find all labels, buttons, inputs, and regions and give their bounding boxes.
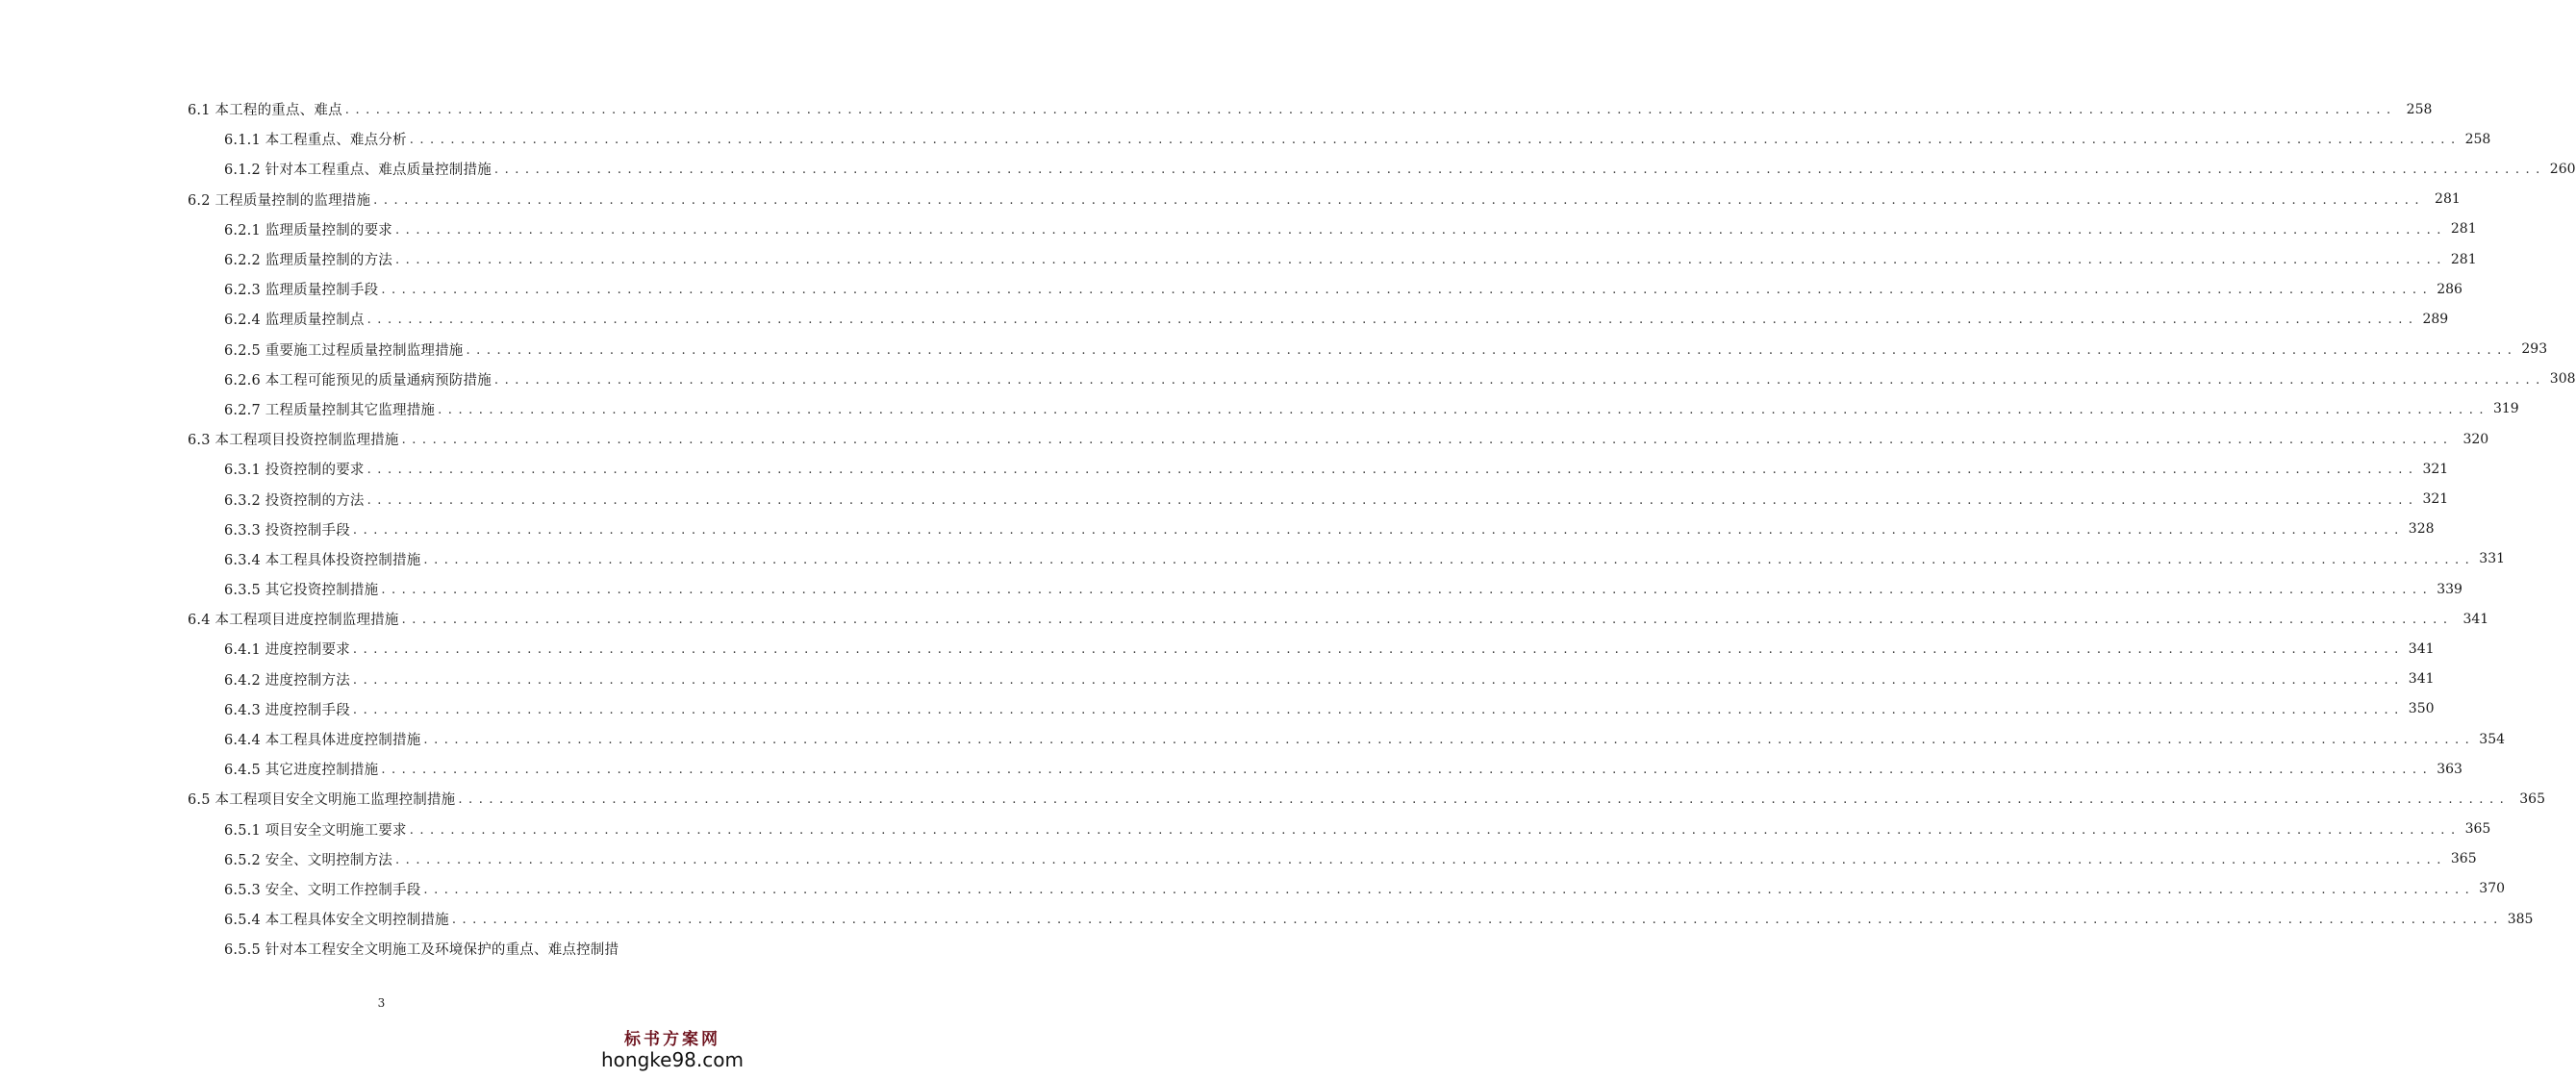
toc-entry-page: 350 (2408, 701, 2435, 717)
toc-entry[interactable] (0, 274, 2462, 304)
toc-entry-page: 293 (2521, 341, 2548, 358)
toc-dot-leader: . . . . . . . . . . . . . . . . . . . . . . . . . . . . . . . . . . . . . . . . . . . . . . . . . . . . . . . . . . . . . . . . . . . . . . . . . . . . . . . . . . . . . . . . . . . . . . . . . . . . . . . . . . . . . . . . . . . . . . . . . . . . . . . . . . . . . . . . . . . . . . . . . . . . . . . . . . . . . . . . . . . . . . . . . . . . . . . . . . . . . . . . . . . . . . . . . . . . . . . . (423, 733, 2471, 748)
toc-entry-title: 6.3.3 投资控制手段 (224, 519, 353, 540)
toc-entry[interactable] (0, 754, 2462, 784)
toc-entry-title: 6.3.4 本工程具体投资控制措施 (224, 549, 423, 569)
toc-entry-page: 289 (2422, 311, 2449, 327)
toc-entry-title: 6.1.2 针对本工程重点、难点质量控制措施 (224, 159, 494, 179)
toc-dot-leader: . . . . . . . . . . . . . . . . . . . . . . . . . . . . . . . . . . . . . . . . . . . . . . . . . . . . . . . . . . . . . . . . . . . . . . . . . . . . . . . . . . . . . . . . . . . . . . . . . . . . . . . . . . . . . . . . . . . . . . . . . . . . . . . . . . . . . . . . . . . . . . . . . . . . . . . . . . . . . . . . . . . . . . . . . . . . . . . . . . . . . . . . . . . . . . . . . . . . . . . . (381, 763, 2428, 778)
toc-dot-leader: . . . . . . . . . . . . . . . . . . . . . . . . . . . . . . . . . . . . . . . . . . . . . . . . . . . . . . . . . . . . . . . . . . . . . . . . . . . . . . . . . . . . . . . . . . . . . . . . . . . . . . . . . . . . . . . . . . . . . . . . . . . . . . . . . . . . . . . . . . . . . . . . . . . . . . . . . . . . . . . . . . . . . . . . . . . . . . . . . . . . . . . . . . . . . . . . . . . . . . . . (395, 852, 2442, 867)
toc-entry-title: 6.3.1 投资控制的要求 (224, 459, 367, 479)
toc-entry-page: 341 (2408, 671, 2435, 688)
toc-entry-page: 258 (2464, 131, 2491, 147)
toc-dot-leader: . . . . . . . . . . . . . . . . . . . . . . . . . . . . . . . . . . . . . . . . . . . . . . . . . . . . . . . . . . . . . . . . . . . . . . . . . . . . . . . . . . . . . . . . . . . . . . . . . . . . . . . . . . . . . . . . . . . . . . . . . . . . . . . . . . . . . . . . . . . . . . . . . . . . . . . . . . . . . . . . . . . . . . . . . . . . . . . . . . . . . . . . . . . . . . . . . . . . . . . . (373, 192, 2420, 208)
toc-entry[interactable] (0, 934, 763, 964)
toc-entry[interactable] (0, 665, 2435, 694)
toc-entry-page: 365 (2450, 851, 2477, 867)
toc-entry[interactable] (0, 185, 2461, 214)
toc-entry-title: 6.5.2 安全、文明控制方法 (224, 849, 395, 869)
toc-entry-page: 321 (2422, 461, 2449, 477)
toc-entry[interactable] (0, 394, 2519, 424)
toc-entry-title: 6.1 本工程的重点、难点 (188, 99, 345, 119)
toc-entry[interactable] (0, 364, 2576, 394)
toc-entry-title: 6.2.5 重要施工过程质量控制监理措施 (224, 339, 467, 360)
toc-entry-page: 331 (2479, 551, 2506, 567)
toc-dot-leader: . . . . . . . . . . . . . . . . . . . . . . . . . . . . . . . . . . . . . . . . . . . . . . . . . . . . . . . . . . . . . . . . . . . . . . . . . . . . . . . . . . . . . . . . . . . . . . . . . . . . . . . . . . . . . . . . . . . . . . . . . . . . . . . . . . . . . . . . . . . . . . . . . . . . . . . . . . . . . . . . . . . . . . . . . . . . . . . . . . . . . . . . . . . . . . . . . . . . . . . . (423, 552, 2471, 567)
toc-dot-leader: . . . . . . . . . . . . . . . . . . . . . . . . . . . . . . . . . . . . . . . . . . . . . . . . . . . . . . . . . . . . . . . . . . . . . . . . . . . . . . . . . . . . . . . . . . . . . . . . . . . . . . . . . . . . . . . . . . . . . . . . . . . . . . . . . . . . . . . . . . . . . . . . . . . . . . . . . . . . . . . . . . . . . . . . . . . . . . . . . . . . . . . . . . . . . . . . . . . . . . . . (401, 613, 2449, 628)
toc-dot-leader: . . . . . . . . . . . . . . . . . . . . . . . . . . . . . . . . . . . . . . . . . . . . . . . . . . . . . . . . . . . . . . . . . . . . . . . . . . . . . . . . . . . . . . . . . . . . . . . . . . . . . . . . . . . . . . . . . . . . . . . . . . . . . . . . . . . . . . . . . . . . . . . . . . . . . . . . . . . . . . . . . . . . . . . . . . . . . . . . . . . . . . . . . . . . . . . . . . . . . . . . (451, 913, 2499, 928)
watermark-name: 标书方案网 (624, 1029, 720, 1049)
toc-entry-page: 281 (2435, 191, 2461, 208)
toc-entry-title: 6.2.2 监理质量控制的方法 (224, 249, 395, 269)
toc-entry-page: 339 (2437, 581, 2462, 597)
toc-dot-leader: . . . . . . . . . . . . . . . . . . . . . . . . . . . . . . . . . . . . . . . . . . . . . . . . . . . . . . . . . . . . . . . . . . . . . . . . . . . . . . . . . . . . . . . . . . . . . . . . . . . . . . . . . . . . . . . . . . . . . . . . . . . . . . . . . . . . . . . . . . . . . . . . . . . . . . . . . . . . . . . . . . . . . . . . . . . . . . . . . . . . . . . . . . . . . . . . . . . . . . . . (466, 342, 2513, 358)
toc-dot-leader: . . . . . . . . . . . . . . . . . . . . . . . . . . . . . . . . . . . . . . . . . . . . . . . . . . . . . . . . . . . . . . . . . . . . . . . . . . . . . . . . . . . . . . . . . . . . . . . . . . . . . . . . . . . . . . . . . . . . . . . . . . . . . . . . . . . . . . . . . . . . . . . . . . . . . . . . . . . . . . . . . . . . . . . . . . . . . . . . . . . . . . . . . . . . . . . . . . . . . . . . (395, 253, 2442, 268)
toc-entry-title: 6.2.7 工程质量控制其它监理措施 (224, 399, 438, 419)
toc-entry[interactable] (0, 514, 2435, 544)
toc-entry[interactable] (0, 904, 2534, 934)
toc-entry-title: 6.2.4 监理质量控制点 (224, 309, 367, 329)
toc-entry-page: 319 (2492, 401, 2519, 417)
toc-dot-leader: . . . . . . . . . . . . . . . . . . . . . . . . . . . . . . . . . . . . . . . . . . . . . . . . . . . . . . . . . . . . . . . . . . . . . . . . . . . . . . . . . . . . . . . . . . . . . . . . . . . . . . . . . . . . . . . . . . . . . . . . . . . . . . . . . . . . . . . . . . . . . . . . . . . . . . . . . . . . . . . . . . . . . . . . . . . . . . . . . . . . . . . . . . . . . . . . . . . . . . . . (409, 133, 2457, 148)
toc-entry-title: 6.4 本工程项目进度控制监理措施 (188, 609, 402, 629)
page-number: 3 (377, 996, 386, 1010)
toc-entry[interactable] (0, 424, 2489, 454)
toc-dot-leader: . . . . . . . . . . . . . . . . . . . . . . . . . . . . . . . . . . . . . . . . . . . . . . . . . . . . . . . . . . . . . . . . . . . . . . . . . . . . . . . . . . . . . . . . . . . . . . . . . . . . . . . . . . . . . . . . . . . . . . . . . . . . . . . . . . . . . . . . . . . . . . . . . . . . . . . . . . . . . . . . . . . . . . . . . . . . . . . . . . . . . . . . . . . . . . . . . . . . . . . . (493, 163, 2541, 178)
toc-dot-leader: . . . . . . . . . . . . . . . . . . . . . . . . . . . . . . . . . . . . . . . . . . . . . . . . . . . . . . . . . . . . . . . . . . . . . . . . . . . . . . . . . . . . . . . . . . . . . . . . . . . . . . . . . . . . . . . . . . . . . . . . . . . . . . . . . . . . . . . . . . . . . . . . . . . . . . . . . . . . . . . . . . . . . . . . . . . . . . . . . . . . . . . . . . . . . . . . . . . . . . . . (352, 642, 2400, 658)
toc-dot-leader: . . . . . . . . . . . . . . . . . . . . . . . . . . . . . . . . . . . . . . . . . . . . . . . . . . . . . . . . . . . . . . . . . . . . . . . . . . . . . . . . . . . . . . . . . . . . . . . . . . . . . . . . . . . . . . . . . . . . . . . . . . . . . . . . . . . . . . . . . . . . . . . . . . . . . . . . . . . . . . . . . . . . . . . . . . . . . . . . . . . . . . . . . . . . . . . . . . . . . . . . (423, 882, 2471, 897)
toc-entry-page: 365 (2519, 790, 2545, 807)
toc-entry[interactable] (0, 335, 2548, 364)
toc-entry[interactable] (0, 634, 2435, 664)
watermark-logo (595, 1030, 749, 1071)
toc-entry-title: 6.4.5 其它进度控制措施 (224, 759, 381, 779)
toc-dot-leader: . . . . . . . . . . . . . . . . . . . . . . . . . . . . . . . . . . . . . . . . . . . . . . . . . . . . . . . . . . . . . . . . . . . . . . . . . . . . . . . . . . . . . . . . . . . . . . . . . . . . . . . . . . . . . . . . . . . . . . . . . . . . . . . . . . . . . . . . . . . . . . . . . . . . . . . . . . . . . . . . . . . . . . . . . . . . . . . . . . . . . . . . . . . . . . . . . . . . . . . . (352, 702, 2400, 717)
toc-entry-title: 6.3.2 投资控制的方法 (224, 489, 367, 510)
toc-entry-title: 6.2 工程质量控制的监理措施 (188, 189, 373, 210)
toc-dot-leader: . . . . . . . . . . . . . . . . . . . . . . . . . . . . . . . . . . . . . . . . . . . . . . . . . . . . . . . . . . . . . . . . . . . . . . . . . . . . . . . . . . . . . . . . . . . . . . . . . . . . . . . . . . . . . . . . . . . . . . . . . . . . . . . . . . . . . . . . . . . . . . . . . . . . . . . . . . . . . . . . . . . . . . . . . . . . . . . . . . . . . . . . . . . . . . . . . . . . . . . . (366, 463, 2414, 478)
toc-entry[interactable] (0, 544, 2506, 574)
toc-entry-page: 321 (2422, 491, 2449, 508)
toc-entry-title: 6.3.5 其它投资控制措施 (224, 579, 381, 599)
toc-entry-title: 6.5.1 项目安全文明施工要求 (224, 819, 410, 840)
toc-entry-page: 341 (2408, 640, 2435, 657)
toc-dot-leader: . . . . . . . . . . . . . . . . . . . . . . . . . . . . . . . . . . . . . . . . . . . . . . . . . . . . . . . . . . . . . . . . . . . . . . . . . . . . . . . . . . . . . . . . . . . . . . . . . . . . . . . . . . . . . . . . . . . . . . . . . . . . . . . . . . . . . . . . . . . . . . . . . . . . . . . . . . . . . . . . . . . . . . . . . . . . . . . . . . . . . . . . . . . . . . . . . . . . . . . . (438, 402, 2485, 417)
toc-entry-page: 260 (2549, 161, 2576, 177)
toc-entry-page: 341 (2462, 611, 2489, 627)
toc-entry-title: 6.1.1 本工程重点、难点分析 (224, 129, 410, 149)
toc-entry[interactable] (0, 604, 2489, 634)
toc-entry-page: 286 (2437, 281, 2462, 297)
toc-dot-leader: . . . . . . . . . . . . . . . . . . . . . . . . . . . . . . . . . . . . . . . . . . . . . . . . . . . . . . . . . . . . . . . . . . . . . . . . . . . . . . . . . . . . . . . . . . . . . . . . . . . . . . . . . . . . . . . . . . . . . . . . . . . . . . . . . . . . . . . . . . . . . . . . . . . . . . . . . . . . . . . . . . . . . . . . . . . . . . . . . . . . . . . . . . . . . . . . . . . . . . . . (366, 313, 2414, 328)
toc-dot-leader: . . . . . . . . . . . . . . . . . . . . . . . . . . . . . . . . . . . . . . . . . . . . . . . . . . . . . . . . . . . . . . . . . . . . . . . . . . . . . . . . . . . . . . . . . . . . . . . . . . . . . . . . . . . . . . . . . . . . . . . . . . . . . . . . . . . . . . . . . . . . . . . . . . . . . . . . . . . . . . . . . . . . . . . . . . . . . . . . . . . . . . . . . . . . . . . . . . . . . . . . (458, 792, 2505, 808)
toc-dot-leader: . . . . . . . . . . . . . . . . . . . . . . . . . . . . . . . . . . . . . . . . . . . . . . . . . . . . . . . . . . . . . . . . . . . . . . . . . . . . . . . . . . . . . . . . . . . . . . . . . . . . . . . . . . . . . . . . . . . . . . . . . . . . . . . . . . . . . . . . . . . . . . . . . . . . . . . . . . . . . . . . . . . . . . . . . . . . . . . . . . . . . . . . . . . . . . . . . . . . . . . . (352, 522, 2400, 538)
toc-entry-page: 370 (2479, 881, 2506, 897)
toc-entry-title: 6.2.3 监理质量控制手段 (224, 279, 381, 299)
toc-dot-leader: . . . . . . . . . . . . . . . . . . . . . . . . . . . . . . . . . . . . . . . . . . . . . . . . . . . . . . . . . . . . . . . . . . . . . . . . . . . . . . . . . . . . . . . . . . . . . . . . . . . . . . . . . . . . . . . . . . . . . . . . . . . . . . . . . . . . . . . . . . . . . . . . . . . . . . . . . . . . . . . . . . . . . . . . . . . . . . . . . . . . . . . . . . . . . . . . . . . . . . . . (493, 372, 2541, 388)
toc-dot-leader: . . . . . . . . . . . . . . . . . . . . . . . . . . . . . . . . . . . . . . . . . . . . . . . . . . . . . . . . . . . . . . . . . . . . . . . . . . . . . . . . . . . . . . . . . . . . . . . . . . . . . . . . . . . . . . . . . . . . . . . . . . . . . . . . . . . . . . . . . . . . . . . . . . . . . . . . . . . . . . . . . . . . . . . . . . . . . . . . . . . . . . . . . . . . . . . . . . . . . . . . (401, 433, 2449, 448)
toc-entry[interactable] (0, 784, 2545, 814)
toc-entry[interactable] (0, 724, 2506, 754)
toc-entry-page: 281 (2450, 221, 2477, 238)
toc-dot-leader: . . . . . . . . . . . . . . . . . . . . . . . . . . . . . . . . . . . . . . . . . . . . . . . . . . . . . . . . . . . . . . . . . . . . . . . . . . . . . . . . . . . . . . . . . . . . . . . . . . . . . . . . . . . . . . . . . . . . . . . . . . . . . . . . . . . . . . . . . . . . . . . . . . . . . . . . . . . . . . . . . . . . . . . . . . . . . . . . . . . . . . . . . . . . . . . . . . . . . . . . (352, 672, 2400, 688)
toc-dot-leader: . . . . . . . . . . . . . . . . . . . . . . . . . . . . . . . . . . . . . . . . . . . . . . . . . . . . . . . . . . . . . . . . . . . . . . . . . . . . . . . . . . . . . . . . . . . . . . . . . . . . . . . . . . . . . . . . . . . . . . . . . . . . . . . . . . . . . . . . . . . . . . . . . . . . . . . . . . . . . . . . . . . . . . . . . . . . . . . . . . . . . . . . . . . . . . . . . . . . . . . . (409, 822, 2457, 838)
toc-dot-leader: . . . . . . . . . . . . . . . . . . . . . . . . . . . . . . . . . . . . . . . . . . . . . . . . . . . . . . . . . . . . . . . . . . . . . . . . . . . . . . . . . . . . . . . . . . . . . . . . . . . . . . . . . . . . . . . . . . . . . . . . . . . . . . . . . . . . . . . . . . . . . . . . . . . . . . . . . . . . . . . . . . . . . . . . . . . . . . . . . . . . . . . . . . . . . . . . . . . . . . . . (395, 222, 2442, 238)
toc-entry-page: 320 (2462, 431, 2489, 447)
table-of-contents (0, 94, 2576, 964)
toc-entry[interactable] (0, 844, 2477, 874)
toc-entry-title: 6.5.5 针对本工程安全文明施工及环境保护的重点、难点控制措 (224, 939, 619, 959)
toc-entry[interactable] (0, 815, 2491, 844)
toc-entry[interactable] (0, 574, 2462, 604)
toc-entry[interactable] (0, 454, 2449, 484)
toc-entry-title: 6.5 本工程项目安全文明施工监理控制措施 (188, 789, 458, 809)
toc-entry-page: 258 (2406, 101, 2433, 117)
toc-entry-title: 6.4.4 本工程具体进度控制措施 (224, 729, 423, 749)
toc-entry-title: 6.5.3 安全、文明工作控制手段 (224, 879, 423, 899)
toc-entry-title: 6.3 本工程项目投资控制监理措施 (188, 429, 402, 449)
toc-entry-title: 6.4.2 进度控制方法 (224, 669, 353, 690)
toc-entry[interactable] (0, 94, 2433, 124)
toc-entry-title: 6.2.1 监理质量控制的要求 (224, 219, 395, 239)
toc-entry-title: 6.5.4 本工程具体安全文明控制措施 (224, 909, 452, 929)
toc-entry-title: 6.2.6 本工程可能预见的质量通病预防措施 (224, 369, 494, 389)
toc-dot-leader: . . . . . . . . . . . . . . . . . . . . . . . . . . . . . . . . . . . . . . . . . . . . . . . . . . . . . . . . . . . . . . . . . . . . . . . . . . . . . . . . . . . . . . . . . . . . . . . . . . . . . . . . . . . . . . . . . . . . . . . . . . . . . . . . . . . . . . . . . . . . . . . . . . . . . . . . . . . . . . . . . . . . . . . . . . . . . . . . . . . . . . . . . . . . . . . . . . . . . . . . (381, 583, 2428, 598)
toc-dot-leader: . . . . . . . . . . . . . . . . . . . . . . . . . . . . . . . . . . . . . . . . . . . . . . . . . . . . . . . . . . . . . . . . . . . . . . . . . . . . . . . . . . . . . . . . . . . . . . . . . . . . . . . . . . . . . . . . . . . . . . . . . . . . . . . . . . . . . . . . . . . . . . . . . . . . . . . . . . . . . . . . . . . . . . . . . . . . . . . . . . . . . . . . . . . . . . . . . . . . . . . . (381, 283, 2428, 298)
toc-entry[interactable] (0, 244, 2477, 274)
toc-entry[interactable] (0, 304, 2449, 334)
toc-entry[interactable] (0, 154, 2576, 184)
toc-entry[interactable] (0, 214, 2477, 244)
toc-entry[interactable] (0, 694, 2435, 724)
watermark-url: hongke98.com (601, 1048, 744, 1071)
toc-dot-leader: . . . . . . . . . . . . . . . . . . . . . . . . . . . . . . . . . . . . . . . . . . . . . . . . . . . . . . . . . . . . . . . . . . . . . . . . . . . . . . . . . . . . . . . . . . . . . . . . . . . . . . . . . . . . . . . . . . . . . . . . . . . . . . . . . . . . . . . . . . . . . . . . . . . . . . . . . . . . . . . . . . . . . . . . . . . . . . . . . . . . . . . . . . . . . . . . . . . . . . . . (366, 492, 2414, 508)
toc-entry-page: 363 (2437, 761, 2462, 777)
toc-entry[interactable] (0, 874, 2506, 904)
toc-entry-page: 385 (2507, 911, 2534, 927)
toc-entry-page: 281 (2450, 251, 2477, 267)
toc-entry-page: 354 (2479, 731, 2506, 747)
toc-entry-page: 365 (2464, 821, 2491, 838)
toc-entry-page: 308 (2549, 371, 2576, 388)
toc-entry-title: 6.4.3 进度控制手段 (224, 699, 353, 719)
toc-dot-leader: . . . . . . . . . . . . . . . . . . . . . . . . . . . . . . . . . . . . . . . . . . . . . . . . . . . . . . . . . . . . . . . . . . . . . . . . . . . . . . . . . . . . . . . . . . . . . . . . . . . . . . . . . . . . . . . . . . . . . . . . . . . . . . . . . . . . . . . . . . . . . . . . . . . . . . . . . . . . . . . . . . . . . . . . . . . . . . . . . . . . . . . . . . . . . . . . . . . . . . . . (344, 103, 2392, 118)
toc-entry-page: 328 (2408, 521, 2435, 538)
toc-entry-title: 6.4.1 进度控制要求 (224, 639, 353, 659)
toc-entry[interactable] (0, 484, 2449, 514)
toc-entry[interactable] (0, 124, 2491, 154)
